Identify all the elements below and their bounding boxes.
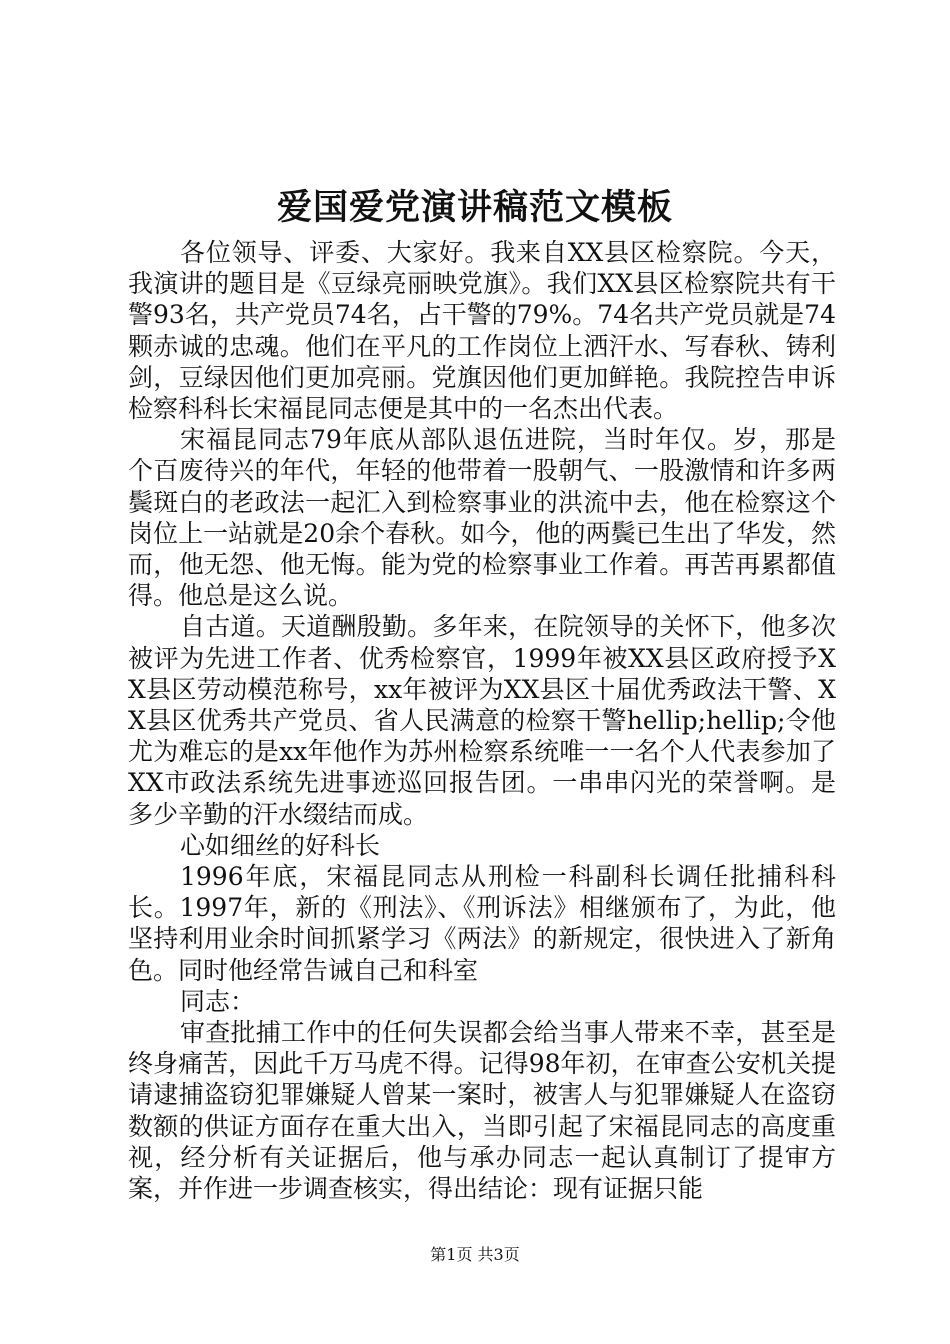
- section-heading: 心如细丝的好科长: [180, 830, 381, 860]
- paragraph-5: 同志：: [180, 986, 256, 1016]
- paragraph-1: 各位领导、评委、大家好。我来自XX县区检察院。今天，我演讲的题目是《豆绿亮丽映党旗》。我们XX县区检察院共有干警93名，共产党员74名，占干警的79%。74名共产党员就是74颗赤诚的忠魂。他们在平凡的工作岗位上洒汗水、写春秋、铸利剑，豆绿因他们更加亮丽。党旗因他们更加鲜艳。我院控告申诉检察科科长宋福昆同志便是其中的一名杰出代表。: [128, 238, 836, 424]
- paragraph-4: 1996年底，宋福昆同志从刑检一科副科长调任批捕科科长。1997年，新的《刑法》、《刑诉法》相继颁布了，为此，他坚持利用业余时间抓紧学习《两法》的新规定，很快进入了新角色。同时他经常告诫自己和科室: [128, 862, 836, 985]
- document-title: 爱国爱党演讲稿范文模板: [276, 187, 673, 228]
- paragraph-3: 自古道。天道酬殷勤。多年来，在院领导的关怀下，他多次被评为先进工作者、优秀检察官，1999年被XX县区政府授予XX县区劳动模范称号，xx年被评为XX县区十届优秀政法干警、XX县区优秀共产党员、省人民满意的检察干警hellip;hellip;令他尤为难忘的是xx年他作为苏州检察系统唯一一名个人代表参加了XX市政法系统先进事迹巡回报告团。一串串闪光的荣誉啊。是多少辛勤的汗水缀结而成。: [128, 612, 836, 829]
- paragraph-2: 宋福昆同志79年底从部队退伍进院，当时年仅。岁，那是个百废待兴的年代，年轻的他带着一股朝气、一股激情和许多两鬓斑白的老政法一起汇入到检察事业的洪流中去，他在检察这个岗位上一站就是20余个春秋。如今，他的两鬓已生出了华发，然而，他无怨、他无悔。能为党的检察事业工作着。再苦再累都值得。他总是这么说。: [128, 425, 836, 611]
- page-footer: 第1页 共3页: [430, 1245, 520, 1264]
- document-body: [128, 237, 836, 1204]
- paragraph-6: 审查批捕工作中的任何失误都会给当事人带来不幸，甚至是终身痛苦，因此千万马虎不得。记得98年初，在审查公安机关提请逮捕盗窃犯罪嫌疑人曾某一案时，被害人与犯罪嫌疑人在盗窃数额的供证方面存在重大出入，当即引起了宋福昆同志的高度重视，经分析有关证据后，他与承办同志一起认真制订了提审方案，并作进一步调查核实，得出结论：现有证据只能: [128, 1018, 836, 1204]
